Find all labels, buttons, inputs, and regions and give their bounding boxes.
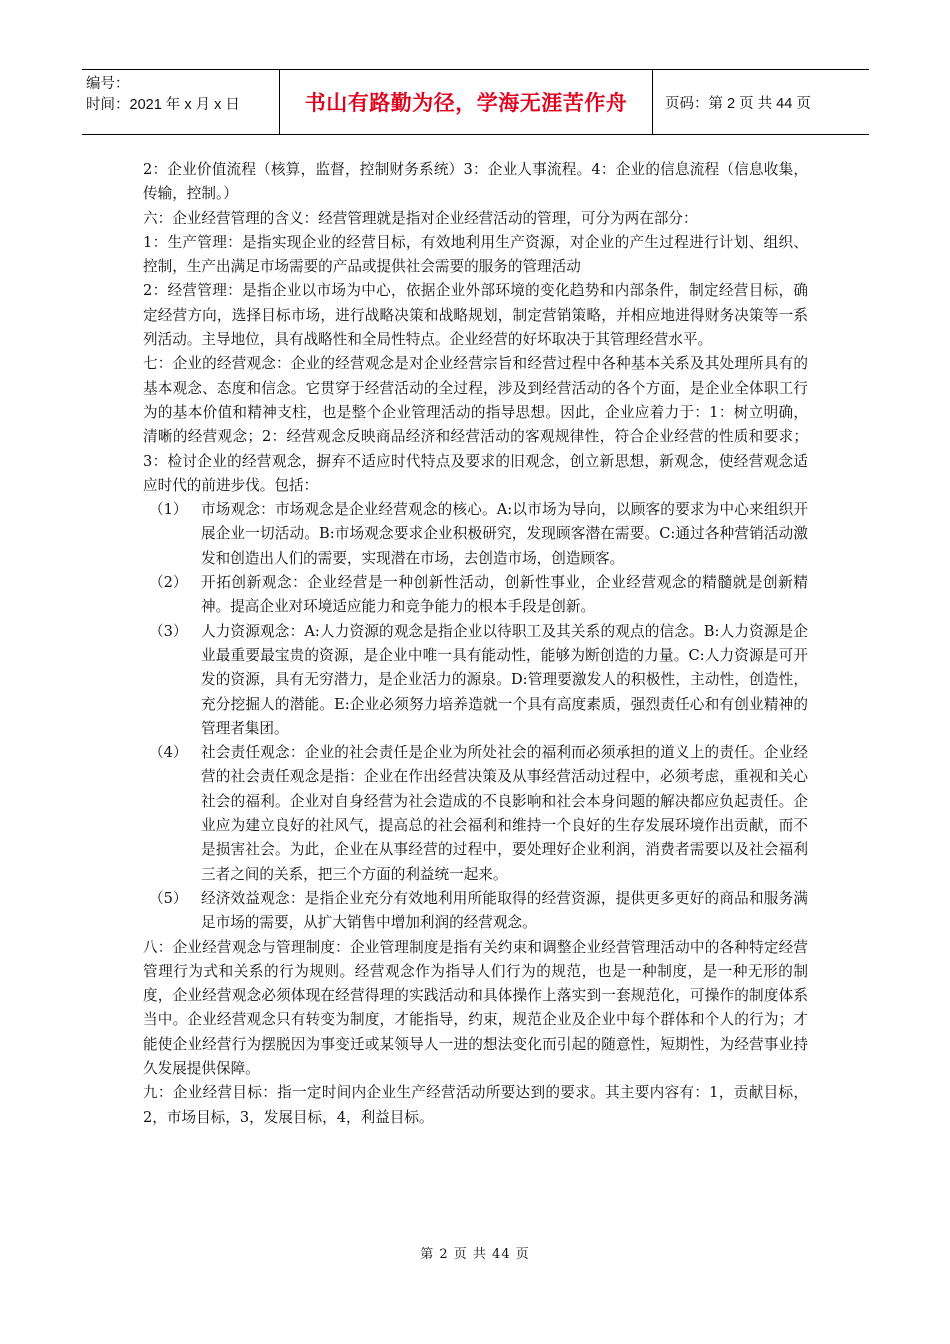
paragraph: 1：生产管理：是指实现企业的经营目标，有效地利用生产资源，对企业的产生过程进行计划、组织、控制，生产出满足市场需要的产品或提供社会需要的服务的管理活动 [143,233,808,276]
list-item-number: （4） [149,744,188,762]
list-item-number: （2） [149,574,188,592]
list-item-text: 市场观念：市场观念是企业经营观念的核心。A:以市场为导向，以顾客的要求为中心来组织开展企业一切活动。B:市场观念要求企业积极研究，发现顾客潜在需要。C:通过各种营销活动激发和创造出人们的需要，实现潜在市场，去创造市场，创造顾客。 [201,501,808,567]
list-item-number: （5） [149,889,188,907]
list-item-text: 人力资源观念：A:人力资源的观念是指企业以待职工及其关系的观点的信念。B:人力资源是企业最重要最宝贵的资源，是企业中唯一具有能动性，能够为断创造的力量。C:人力资源是可开发的资源，具有无穷潜力，是企业活力的源泉。D:管理要激发人的积极性，主动性，创造性，充分挖掘人的潜能。E:企业必须努力培养造就一个具有高度素质，强烈责任心和有创业精神的管理者集团。 [201,622,808,737]
list-item [143,498,808,571]
page-header [82,69,869,135]
section-heading-6: 六：企业经营管理的含义：经营管理就是指对企业经营活动的管理，可分为两在部分： [143,209,698,227]
list-item-text: 开拓创新观念：企业经营是一种创新性活动，创新性事业，企业经营观念的精髓就是创新精神。提高企业对环境适应能力和竞争能力的根本手段是创新。 [201,574,808,616]
header-page-indicator: 页码：第 2 页 共 44 页 [665,95,811,112]
page-footer: 第 2 页 共 44 页 [420,1247,530,1262]
list-item-text: 经济效益观念：是指企业充分有效地利用所能取得的经营资源，提供更多更好的商品和服务满足市场的需要，从扩大销售中增加利润的经营观念。 [201,889,808,932]
header-motto: 书山有路勤为径，学海无涯苦作舟 [280,70,653,134]
list-item-text: 社会责任观念：企业的社会责任是企业为所处社会的福利而必须承担的道义上的责任。企业经营的社会责任观念是指：企业在作出经营决策及从事经营活动过程中，必须考虑，重视和关心社会的福利。企业对自身经营为社会造成的不良影响和社会本身问题的解决都应负起责任。企业应为建立良好的社风气，提高总的社会福利和维持一个良好的生存发展环境作出贡献，而不是损害社会。为此，企业在从事经营的过程中，要处理好企业利润，消费者需要以及社会福利三者之间的关系，把三个方面的利益统一起来。 [201,744,808,883]
document-body [143,158,808,1130]
header-meta [82,70,280,134]
document-date: 时间：2021 年 x 月 x 日 [86,97,240,113]
list-item [143,887,808,936]
paragraph: 2：企业价值流程（核算，监督，控制财务系统）3：企业人事流程。4：企业的信息流程（信息收集，传输，控制。） [143,161,808,203]
list-item [143,741,808,887]
section-heading-7: 七：企业的经营观念：企业的经营观念是对企业经营宗旨和经营过程中各种基本关系及其处理所具有的基本观念、态度和信念。它贯穿于经营活动的全过程，涉及到经营活动的各个方面，是企业全体职工行为的基本价值和精神支柱，也是整个企业管理活动的指导思想。因此，企业应着力于：1：树立明确，清晰的经营观念；2：经营观念反映商品经济和经营活动的客观规律性，符合企业经营的性质和要求；3：检讨企业的经营观念，摒弃不适应时代特点及要求的旧观念，创立新思想，新观念，使经营观念适应时代的前进步伐。包括： [143,355,808,494]
list-item [143,571,808,620]
section-heading-9: 九：企业经营目标：指一定时间内企业生产经营活动所要达到的要求。其主要内容有：1，贡献目标，2，市场目标，3，发展目标，4，利益目标。 [143,1084,808,1126]
section-heading-8: 八：企业经营观念与管理制度：企业管理制度是指有关约束和调整企业经营管理活动中的各种特定经营管理行为式和关系的行为规则。经营观念作为指导人们行为的规范，也是一种制度，是一种无形的制度，企业经营观念必须体现在经营得理的实践活动和具体操作上落实到一套规范化，可操作的制度体系当中。企业经营观念只有转变为制度，才能指导，约束，规范企业及企业中每个群体和个人的行为；才能使企业经营行为摆脱因为事变迁或某领导人一进的想法变化而引起的随意性，短期性，为经营事业持久发展提供保障。 [143,938,808,1077]
list-item-number: （1） [149,501,188,519]
list-item [143,620,808,741]
document-number-label: 编号： [86,76,130,92]
list-item-number: （3） [149,622,188,640]
paragraph: 2：经营管理：是指企业以市场为中心，依据企业外部环境的变化趋势和内部条件，制定经营目标，确定经营方向，选择目标市场，进行战略决策和战略规划，制定营销策略，并相应地进得财务决策等一系列活动。主导地位，具有战略性和全局性特点。企业经营的好坏取决于其管理经营水平。 [143,282,808,349]
